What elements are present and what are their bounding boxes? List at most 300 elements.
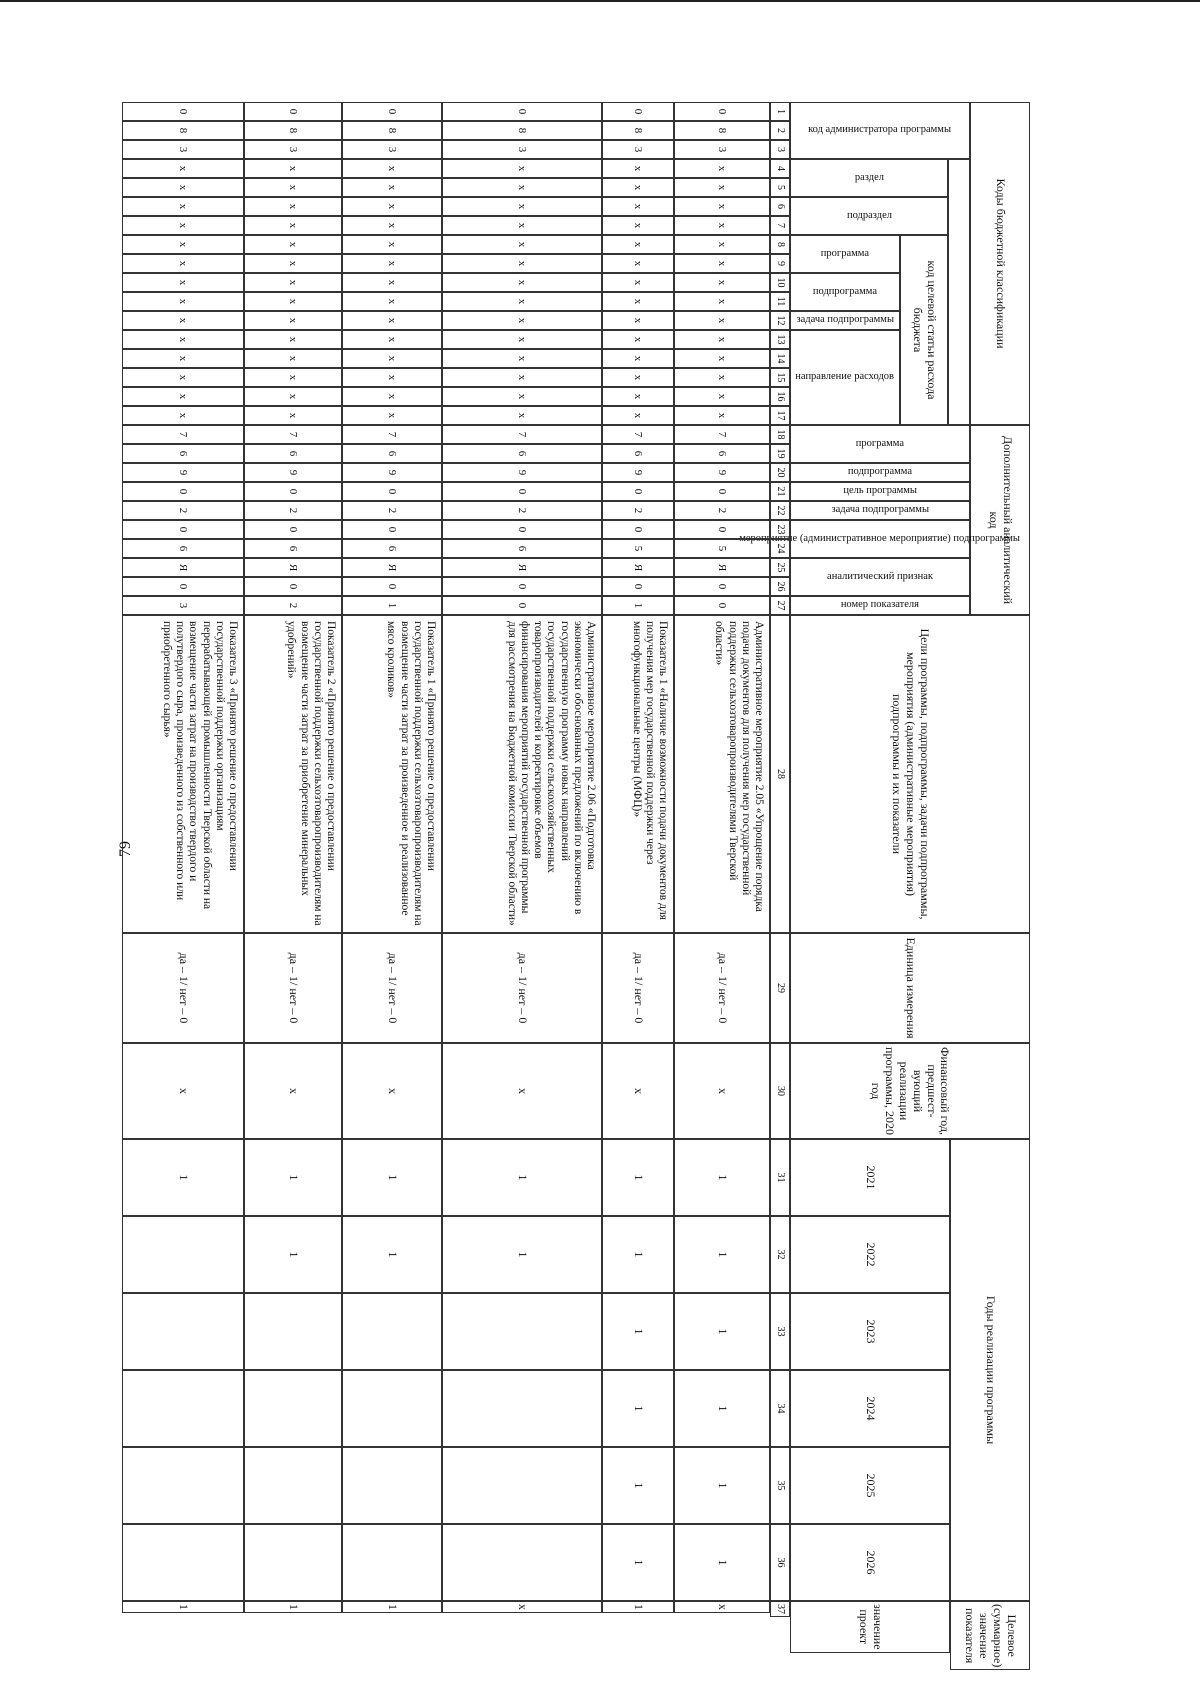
row-year-value: 1 bbox=[602, 1447, 674, 1524]
code-cell: x bbox=[602, 254, 674, 273]
code-cell: 9 bbox=[244, 463, 342, 482]
column-number: 12 bbox=[770, 311, 790, 330]
row-year-value bbox=[342, 1293, 442, 1370]
row-year-value bbox=[122, 1370, 244, 1447]
row-year-value bbox=[122, 1293, 244, 1370]
code-cell: x bbox=[342, 349, 442, 368]
code-cell: x bbox=[122, 216, 244, 235]
code-cell: 6 bbox=[442, 444, 602, 463]
code-cell: 2 bbox=[342, 501, 442, 520]
row-description: Административное мероприятие 2.05 «Упрощение порядка подачи документов для получения мер государственной поддержки сельхозтоваропроизводителями Тверской области» bbox=[674, 615, 770, 933]
code-cell: 0 bbox=[244, 482, 342, 501]
row-description: Административное мероприятие 2.06 «Подготовка экономически обоснованных предложений по включению в государственную программу новых направлений государственной поддержки сельскохозяйственных товаропроизводителей и корректировке объемов финансирования мероприятий государственной программы для рассмотрения на Бюджетной комиссии Тверской области» bbox=[442, 615, 602, 933]
row-year-value: 1 bbox=[342, 1139, 442, 1216]
page-top-border bbox=[0, 0, 1200, 2]
code-cell: x bbox=[602, 368, 674, 387]
row-year-value: 1 bbox=[674, 1447, 770, 1524]
code-cell: 5 bbox=[602, 539, 674, 558]
row-year-value bbox=[442, 1447, 602, 1524]
column-number: 9 bbox=[770, 254, 790, 273]
code-cell: 0 bbox=[602, 482, 674, 501]
row-unit: да – 1/ нет – 0 bbox=[244, 933, 342, 1043]
column-number: 34 bbox=[770, 1370, 790, 1447]
code-cell: 7 bbox=[442, 425, 602, 444]
header-year-2021: 2021 bbox=[790, 1139, 950, 1216]
header-subsection-text: подраздел bbox=[846, 209, 892, 221]
code-cell: x bbox=[342, 330, 442, 349]
row-target-value: 1 bbox=[342, 1601, 442, 1613]
row-target-value: x bbox=[442, 1601, 602, 1613]
header-year-2022: 2022 bbox=[790, 1216, 950, 1293]
code-cell: 0 bbox=[342, 482, 442, 501]
code-cell: x bbox=[122, 368, 244, 387]
code-cell: x bbox=[122, 178, 244, 197]
column-number: 29 bbox=[770, 933, 790, 1043]
code-cell: 1 bbox=[342, 596, 442, 615]
code-cell: 0 bbox=[342, 102, 442, 121]
code-cell: x bbox=[442, 387, 602, 406]
row-year-value bbox=[122, 1524, 244, 1601]
row-unit: да – 1/ нет – 0 bbox=[674, 933, 770, 1043]
code-cell: x bbox=[244, 349, 342, 368]
row-year-value bbox=[244, 1447, 342, 1524]
code-cell: 0 bbox=[442, 577, 602, 596]
code-cell: x bbox=[244, 368, 342, 387]
column-number: 21 bbox=[770, 482, 790, 501]
column-number: 2 bbox=[770, 121, 790, 140]
code-cell: x bbox=[442, 178, 602, 197]
code-cell: x bbox=[122, 292, 244, 311]
code-cell: x bbox=[674, 368, 770, 387]
code-cell: x bbox=[674, 330, 770, 349]
code-cell: x bbox=[122, 406, 244, 425]
code-cell: 7 bbox=[674, 425, 770, 444]
code-cell: 3 bbox=[244, 140, 342, 159]
code-cell: 2 bbox=[244, 501, 342, 520]
row-unit: да – 1/ нет – 0 bbox=[122, 933, 244, 1043]
code-cell: x bbox=[602, 178, 674, 197]
code-cell: 7 bbox=[602, 425, 674, 444]
code-cell: x bbox=[442, 406, 602, 425]
code-cell: 3 bbox=[674, 140, 770, 159]
code-cell: x bbox=[122, 311, 244, 330]
code-cell: x bbox=[244, 197, 342, 216]
code-cell: 0 bbox=[244, 577, 342, 596]
code-cell: x bbox=[342, 159, 442, 178]
row-year-value: 1 bbox=[602, 1216, 674, 1293]
code-cell: x bbox=[442, 349, 602, 368]
code-cell: 8 bbox=[342, 121, 442, 140]
code-cell: x bbox=[244, 254, 342, 273]
header-admin-code-text: код администратора программы bbox=[808, 124, 952, 136]
header-year-2023: 2023 bbox=[790, 1293, 950, 1370]
code-cell: x bbox=[342, 178, 442, 197]
code-cell: x bbox=[342, 292, 442, 311]
column-number: 10 bbox=[770, 273, 790, 292]
code-cell: x bbox=[122, 387, 244, 406]
row-year-value: 1 bbox=[342, 1216, 442, 1293]
code-cell: x bbox=[674, 159, 770, 178]
code-cell: x bbox=[442, 235, 602, 254]
code-cell: 0 bbox=[674, 102, 770, 121]
header-value-proekt: значение проект bbox=[790, 1601, 950, 1653]
code-cell: 7 bbox=[342, 425, 442, 444]
column-number: 3 bbox=[770, 140, 790, 159]
page-number: 79 bbox=[117, 841, 134, 857]
code-cell: x bbox=[244, 406, 342, 425]
row-year-value: 1 bbox=[602, 1524, 674, 1601]
column-number: 18 bbox=[770, 425, 790, 444]
code-cell: x bbox=[674, 387, 770, 406]
column-number: 7 bbox=[770, 216, 790, 235]
code-cell: 8 bbox=[122, 121, 244, 140]
code-cell: 3 bbox=[442, 140, 602, 159]
code-cell: x bbox=[674, 178, 770, 197]
code-cell: 0 bbox=[442, 102, 602, 121]
code-cell: 7 bbox=[244, 425, 342, 444]
code-cell: x bbox=[122, 159, 244, 178]
code-cell: 3 bbox=[342, 140, 442, 159]
code-cell: 2 bbox=[442, 501, 602, 520]
code-cell: x bbox=[602, 349, 674, 368]
code-cell: 9 bbox=[602, 463, 674, 482]
code-cell: 9 bbox=[342, 463, 442, 482]
code-cell: 9 bbox=[674, 463, 770, 482]
header-program-goal-text: цель программы bbox=[843, 485, 917, 497]
code-cell: x bbox=[244, 235, 342, 254]
code-cell: x bbox=[122, 235, 244, 254]
code-cell: x bbox=[342, 254, 442, 273]
code-cell: 9 bbox=[122, 463, 244, 482]
row-year-value: 1 bbox=[602, 1370, 674, 1447]
row-year-value bbox=[244, 1293, 342, 1370]
row-year-value bbox=[442, 1293, 602, 1370]
code-cell: x bbox=[602, 330, 674, 349]
row-year-value bbox=[442, 1524, 602, 1601]
code-cell: x bbox=[342, 406, 442, 425]
indicator-table bbox=[160, 102, 1030, 1668]
row-description: Показатель 2 «Принято решение о предоставлении государственной поддержки сельхозтоваропроизводителям на возмещение части затрат за приобретение минеральных удобрений» bbox=[244, 615, 342, 933]
code-cell: x bbox=[342, 368, 442, 387]
column-number: 27 bbox=[770, 596, 790, 615]
code-cell: x bbox=[674, 197, 770, 216]
header-program bbox=[790, 235, 900, 273]
header-subsection bbox=[790, 197, 948, 235]
code-cell: x bbox=[122, 330, 244, 349]
code-cell: 0 bbox=[442, 596, 602, 615]
code-cell: 0 bbox=[122, 482, 244, 501]
row-unit: да – 1/ нет – 0 bbox=[602, 933, 674, 1043]
row-fin-year: x bbox=[244, 1043, 342, 1139]
header-add-program bbox=[790, 425, 970, 463]
code-cell: 6 bbox=[442, 539, 602, 558]
header-subprogram-task-2 bbox=[790, 501, 970, 520]
code-cell: 0 bbox=[122, 102, 244, 121]
row-year-value bbox=[244, 1524, 342, 1601]
header-expense-direction bbox=[790, 330, 900, 425]
code-cell: 6 bbox=[244, 444, 342, 463]
code-cell: 6 bbox=[342, 539, 442, 558]
code-cell: 6 bbox=[602, 444, 674, 463]
column-number: 6 bbox=[770, 197, 790, 216]
code-cell: x bbox=[602, 235, 674, 254]
code-cell: 2 bbox=[244, 596, 342, 615]
code-cell: 6 bbox=[122, 539, 244, 558]
code-cell: 2 bbox=[122, 501, 244, 520]
row-unit: да – 1/ нет – 0 bbox=[442, 933, 602, 1043]
code-cell: x bbox=[342, 311, 442, 330]
code-cell: x bbox=[674, 406, 770, 425]
code-cell: x bbox=[602, 292, 674, 311]
code-cell: x bbox=[602, 159, 674, 178]
column-number: 20 bbox=[770, 463, 790, 482]
code-cell: x bbox=[674, 254, 770, 273]
header-analytic-sign-text: аналитический признак bbox=[827, 570, 933, 582]
code-cell: Я bbox=[442, 558, 602, 577]
row-description: Показатель 1 «Наличие возможности подачи документов для получения мер государственной поддержки через многофункциональные центры (МФЦ)» bbox=[602, 615, 674, 933]
column-number: 13 bbox=[770, 330, 790, 349]
code-cell: Я bbox=[342, 558, 442, 577]
code-cell: 0 bbox=[674, 577, 770, 596]
row-year-value bbox=[342, 1524, 442, 1601]
row-year-value bbox=[122, 1447, 244, 1524]
column-number: 11 bbox=[770, 292, 790, 311]
code-cell: 0 bbox=[244, 102, 342, 121]
code-cell: x bbox=[602, 406, 674, 425]
code-cell: x bbox=[244, 330, 342, 349]
row-year-value bbox=[342, 1447, 442, 1524]
code-cell: 2 bbox=[674, 501, 770, 520]
row-year-value: 1 bbox=[442, 1139, 602, 1216]
column-number: 23 bbox=[770, 520, 790, 539]
column-number: 37 bbox=[770, 1601, 790, 1617]
header-fin-year: Финансовый год, предшест-вующий реализации программы, 2020 год bbox=[790, 1043, 1030, 1139]
header-year-2024: 2024 bbox=[790, 1370, 950, 1447]
row-unit: да – 1/ нет – 0 bbox=[342, 933, 442, 1043]
code-cell: x bbox=[674, 349, 770, 368]
row-fin-year: x bbox=[674, 1043, 770, 1139]
code-cell: x bbox=[674, 235, 770, 254]
code-cell: 0 bbox=[342, 520, 442, 539]
row-target-value: 1 bbox=[122, 1601, 244, 1613]
code-cell: x bbox=[442, 311, 602, 330]
code-cell: x bbox=[442, 216, 602, 235]
code-cell: 6 bbox=[122, 444, 244, 463]
row-year-value: 1 bbox=[244, 1216, 342, 1293]
code-cell: x bbox=[602, 216, 674, 235]
row-fin-year: x bbox=[342, 1043, 442, 1139]
code-cell: x bbox=[342, 235, 442, 254]
code-cell: 0 bbox=[442, 482, 602, 501]
code-cell: 8 bbox=[602, 121, 674, 140]
column-number: 1 bbox=[770, 102, 790, 121]
code-cell: x bbox=[442, 159, 602, 178]
header-budget-codes: Коды бюджетной классификации bbox=[970, 102, 1030, 425]
header-goals: Цели программы, подпрограммы, задачи подпрограммы, мероприятия (административные мероприятия) подпрограммы и их показатели bbox=[790, 615, 1030, 933]
row-year-value bbox=[122, 1216, 244, 1293]
code-cell: 8 bbox=[674, 121, 770, 140]
row-year-value: 1 bbox=[442, 1216, 602, 1293]
code-cell: 0 bbox=[602, 577, 674, 596]
header-add-subprogram-text: подпрограмма bbox=[847, 466, 913, 478]
row-year-value bbox=[244, 1370, 342, 1447]
code-cell: x bbox=[342, 273, 442, 292]
row-target-value: 1 bbox=[602, 1601, 674, 1613]
row-year-value: 1 bbox=[674, 1370, 770, 1447]
column-number: 15 bbox=[770, 368, 790, 387]
code-cell: 5 bbox=[674, 539, 770, 558]
header-subprogram bbox=[790, 273, 900, 311]
header-section bbox=[790, 159, 948, 197]
code-cell: 1 bbox=[602, 596, 674, 615]
row-year-value: 1 bbox=[674, 1139, 770, 1216]
header-indicator-number bbox=[790, 596, 970, 615]
code-cell: 0 bbox=[602, 102, 674, 121]
code-cell: x bbox=[674, 292, 770, 311]
code-cell: 3 bbox=[122, 140, 244, 159]
row-year-value: 1 bbox=[674, 1293, 770, 1370]
header-section-text: раздел bbox=[854, 171, 884, 183]
code-cell: 0 bbox=[674, 482, 770, 501]
row-target-value: x bbox=[674, 1601, 770, 1613]
header-target-value: Целевое (суммарное) значение показателя bbox=[950, 1601, 1030, 1670]
code-cell: 0 bbox=[442, 520, 602, 539]
code-cell: x bbox=[244, 216, 342, 235]
row-year-value: 1 bbox=[674, 1524, 770, 1601]
header-indicator-number-text: номер показателя bbox=[840, 599, 920, 611]
code-cell: x bbox=[442, 330, 602, 349]
code-cell: x bbox=[244, 311, 342, 330]
code-cell: x bbox=[122, 254, 244, 273]
code-cell: x bbox=[602, 311, 674, 330]
code-cell: 0 bbox=[244, 520, 342, 539]
column-number: 32 bbox=[770, 1216, 790, 1293]
rotated-table-wrapper bbox=[160, 102, 1030, 1668]
column-number: 31 bbox=[770, 1139, 790, 1216]
code-cell: x bbox=[602, 387, 674, 406]
header-admin-code bbox=[790, 102, 970, 159]
column-number: 4 bbox=[770, 159, 790, 178]
code-cell: 3 bbox=[602, 140, 674, 159]
code-cell: x bbox=[342, 216, 442, 235]
code-cell: x bbox=[674, 273, 770, 292]
code-cell: x bbox=[244, 159, 342, 178]
header-year-2025: 2025 bbox=[790, 1447, 950, 1524]
code-cell: 6 bbox=[342, 444, 442, 463]
row-fin-year: x bbox=[122, 1043, 244, 1139]
code-cell: x bbox=[442, 197, 602, 216]
code-cell: 0 bbox=[674, 520, 770, 539]
code-cell: x bbox=[244, 387, 342, 406]
column-number: 19 bbox=[770, 444, 790, 463]
code-cell: 2 bbox=[602, 501, 674, 520]
header-subprogram-task-2-text: задача подпрограммы bbox=[831, 504, 929, 516]
code-cell: 0 bbox=[674, 596, 770, 615]
header-subprogram-task bbox=[790, 311, 900, 330]
row-fin-year: x bbox=[442, 1043, 602, 1139]
code-cell: Я bbox=[122, 558, 244, 577]
row-target-value: 1 bbox=[244, 1601, 342, 1613]
header-year-2026: 2026 bbox=[790, 1524, 950, 1601]
header-add-subprogram bbox=[790, 463, 970, 482]
column-number: 35 bbox=[770, 1447, 790, 1524]
code-cell: 0 bbox=[122, 520, 244, 539]
code-cell: 6 bbox=[244, 539, 342, 558]
row-year-value: 1 bbox=[122, 1139, 244, 1216]
code-cell: x bbox=[442, 368, 602, 387]
row-year-value: 1 bbox=[674, 1216, 770, 1293]
header-expense-direction-text: направление расходов bbox=[795, 371, 895, 383]
row-fin-year: x bbox=[602, 1043, 674, 1139]
row-year-value bbox=[442, 1370, 602, 1447]
code-cell: 6 bbox=[674, 444, 770, 463]
column-number: 36 bbox=[770, 1524, 790, 1601]
code-cell: x bbox=[342, 197, 442, 216]
header-subprogram-task-text: задача подпрограммы bbox=[796, 314, 894, 326]
header-subprogram-text: подпрограмма bbox=[812, 285, 878, 297]
header-program-goal bbox=[790, 482, 970, 501]
code-cell: 8 bbox=[442, 121, 602, 140]
code-cell: 0 bbox=[122, 577, 244, 596]
row-year-value: 1 bbox=[244, 1139, 342, 1216]
code-cell: x bbox=[122, 273, 244, 292]
code-cell: x bbox=[674, 311, 770, 330]
code-cell: 8 bbox=[244, 121, 342, 140]
row-description: Показатель 3 «Принято решение о предоставлении государственной поддержки организациям перерабатывающей промышленности Тверской области на возмещение части затрат на производство твердого и полутвердого сыра, произведенного из собственного или приобретенного сырья» bbox=[122, 615, 244, 933]
header-program-text: программа bbox=[820, 247, 870, 259]
row-year-value bbox=[342, 1370, 442, 1447]
header-years-impl: Годы реализации программы bbox=[950, 1139, 1030, 1601]
code-cell: x bbox=[244, 292, 342, 311]
header-add-program-text: программа bbox=[855, 437, 905, 449]
code-cell: x bbox=[442, 292, 602, 311]
column-number: 5 bbox=[770, 178, 790, 197]
column-number: 8 bbox=[770, 235, 790, 254]
code-cell: x bbox=[244, 178, 342, 197]
column-number: 24 bbox=[770, 539, 790, 558]
header-measure-text: мероприятие (административное мероприятие) подпрограммы bbox=[739, 532, 1021, 544]
column-number: 17 bbox=[770, 406, 790, 425]
column-number: 33 bbox=[770, 1293, 790, 1370]
header-unit: Единица измерения bbox=[790, 933, 1030, 1043]
column-number: 30 bbox=[770, 1043, 790, 1139]
column-number: 25 bbox=[770, 558, 790, 577]
code-cell: 7 bbox=[122, 425, 244, 444]
code-cell: 0 bbox=[342, 577, 442, 596]
code-cell: x bbox=[342, 387, 442, 406]
code-cell: x bbox=[442, 254, 602, 273]
row-description: Показатель 1 «Принято решение о предоставлении государственной поддержки сельхозтоваропроизводителям на возмещение части затрат за произведенное и реализованное мясо кроликов» bbox=[342, 615, 442, 933]
code-cell: 0 bbox=[602, 520, 674, 539]
header-additional-code: Дополнительный аналитический код bbox=[970, 425, 1030, 615]
code-cell: 3 bbox=[122, 596, 244, 615]
code-cell: x bbox=[602, 273, 674, 292]
code-cell: x bbox=[602, 197, 674, 216]
header-spacer bbox=[948, 159, 970, 425]
code-cell: x bbox=[244, 273, 342, 292]
code-cell: Я bbox=[674, 558, 770, 577]
column-number: 28 bbox=[770, 615, 790, 933]
column-number: 26 bbox=[770, 577, 790, 596]
column-number: 14 bbox=[770, 349, 790, 368]
row-year-value: 1 bbox=[602, 1139, 674, 1216]
row-year-value: 1 bbox=[602, 1293, 674, 1370]
code-cell: x bbox=[674, 216, 770, 235]
code-cell: x bbox=[122, 349, 244, 368]
code-cell: Я bbox=[602, 558, 674, 577]
code-cell: 9 bbox=[442, 463, 602, 482]
header-target-article: код целевой статьи расхода бюджета bbox=[900, 235, 948, 425]
